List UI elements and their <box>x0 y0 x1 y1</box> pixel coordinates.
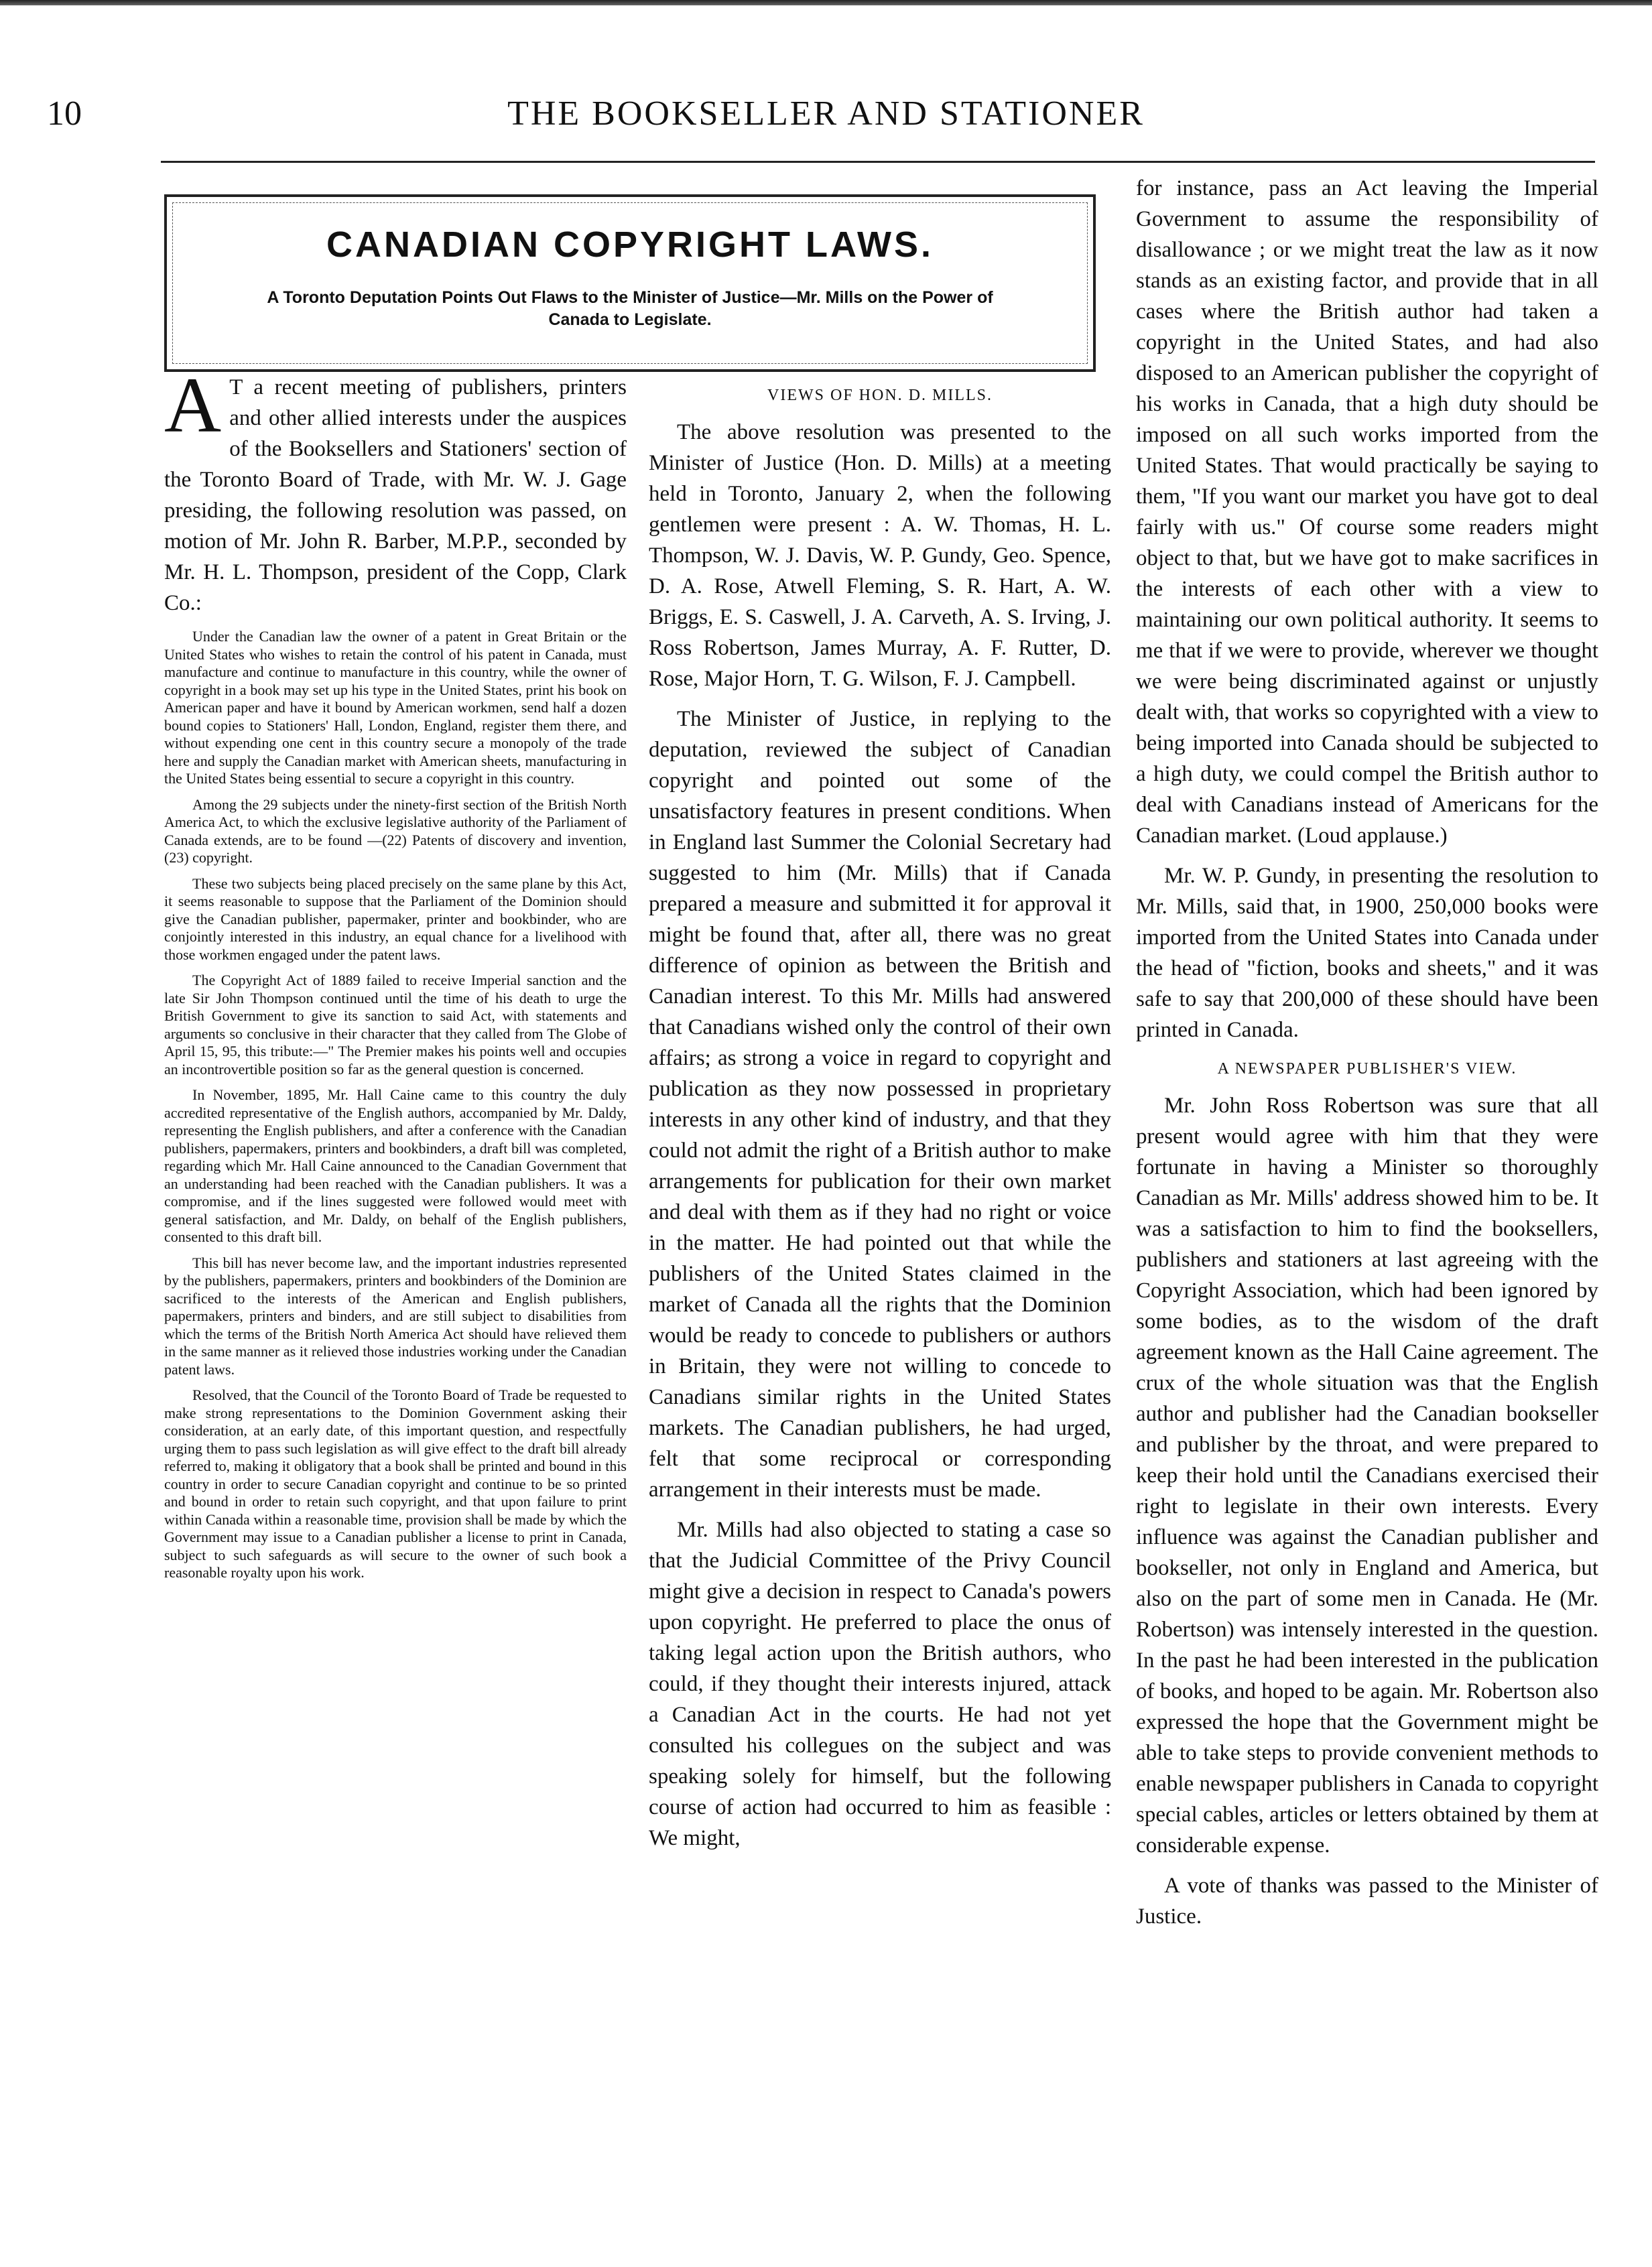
body-paragraph: for instance, pass an Act leaving the Imperial Government to assume the responsibility of disallowance ; or we might treat the law as it now stands as an existing factor, and provide that in all cases where the British author had taken a copyright in the United States, and had also disposed to an American publisher the copyright of his works in Canada, that a high duty should be imposed on all such works imported from the United States. That would practically be saying to them, "If you want our market you have got to deal fairly with us." Of course some readers might object to that, but we have got to make sacrifices in the interests of each other with a view to maintaining our own political authority. It seems to me that if we were to provide, wherever we thought we were being discriminated against or unjustly dealt with, that works so copyrighted with a view to being imported into Canada should be subjected to a high duty, we could compel the British author to deal with Canadians instead of Americans for the Canadian market. (Loud applause.) <box>1136 176 1598 848</box>
body-paragraph: Mr. Mills had also objected to stating a case so that the Judicial Committee of the Privy Council might give a decision in respect to Canada's powers upon copyright. He preferred to place the onus of taking legal action upon the British authors, who could, if they thought their interests injured, attack a Canadian Act in the courts. He had not yet consulted his collegues on the subject and was speaking solely for himself, but the following course of action had occurred to him as feasible : We might, <box>649 1518 1111 1850</box>
intro-text: T a recent meeting of publishers, printers and other allied interests under the auspices of the Booksellers and Stationers' section of the Toronto Board of Trade, with Mr. W. J. Gage presiding, the following resolution was passed, on motion of Mr. John R. Barber, M.P.P., seconded by Mr. H. L. Thompson, president of the Copp, Clark Co.: <box>164 375 627 615</box>
page-top-rule <box>0 0 1652 5</box>
page-number: 10 <box>47 94 82 133</box>
resolution-paragraph: In November, 1895, Mr. Hall Caine came to this country the duly accredited representative of the English authors, accompanied by Mr. Daldy, representing the English publishers, and after a conference with the Canadian publishers, papermakers, printers and bookbinders, a draft bill was completed, regarding which Mr. Hall Caine announced to the Canadian Government that an understanding had been reached with the Canadian publishers. It was a compromise, and if the lines suggested were followed would meet with general satisfaction, and Mr. Daldy, on behalf of the English publishers, consented to this draft bill. <box>164 1086 627 1245</box>
intro-paragraph <box>164 372 627 619</box>
header-rule <box>161 161 1595 163</box>
resolution-paragraph: Under the Canadian law the owner of a patent in Great Britain or the United States who wishes to retain the control of his patent in Canada, must manufacture and continue to manufacture in this country, while the owner of copyright in a book may set up his type in the United States, print his book on American paper and have it bound by American workmen, send half a dozen bound copies to Stationers' Hall, London, England, register them there, and without expending one cent in this country secure a monopoly of the trade here and supply the Canadian market with American sheets, manufacturing in the United States being essential to secure a copyright in this country. <box>164 628 627 787</box>
resolution-paragraph: The Copyright Act of 1889 failed to receive Imperial sanction and the late Sir John Thompson continued until the time of his death to urge the British Government to give its sanction to said Act, with statements and arguments so conclusive in their character that they called from The Globe of April 15, 95, this tribute:—" The Premier makes his points well and occupies an incontrovertible position so far as the general question is concerned. <box>164 972 627 1078</box>
headline-box-inner-border <box>172 202 1088 364</box>
body-paragraph: The Minister of Justice, in replying to the deputation, reviewed the subject of Canadian copyright and pointed out some of the unsatisfactory features in present conditions. When in England last Summer the Colonial Secretary had suggested to him (Mr. Mills) that if Canada prepared a measure and submitted it for approval it might be found that, after all, there was no great difference of opinion as between the British and Canadian interest. To this Mr. Mills had answered that Canadians wished only the control of their own affairs; as strong a voice in regard to copyright and publication as they now possessed in proprietary interests in any other kind of industry, and that they could not admit the right of a British author to make arrangements for publication for their own market and deal with them as if they had no right or voice in the matter. He had pointed out that while the publishers of the United States claimed in the market of Canada all the rights that the Dominion would be ready to concede to publishers or authors in Britain, they were not willing to concede to Canadians similar rights in the United States markets. The Canadian publishers, he had urged, felt that some reciprocal or corresponding arrangement in their interests must be made. <box>649 707 1111 1502</box>
resolution-paragraph: Resolved, that the Council of the Toronto Board of Trade be requested to make strong representations to the Dominion Government asking their consideration, at an early date, of this important question, and respectfully urging them to pass such legislation as will give effect to the draft bill already referred to, making it obligatory that a book shall be printed and bound in this country in order to secure Canadian copyright and continue to be so printed and bound in order to retain such copyright, and that upon failure to print within Canada within a reasonable time, provision shall be made by which the Government may issue to a Canadian publisher a license to print in Canada, subject to such safeguards as will secure to the owner of such book a reasonable royalty upon his work. <box>164 1386 627 1581</box>
resolution-paragraph: Among the 29 subjects under the ninety-first section of the British North America Act, to which the exclusive legislative authority of the Parliament of Canada extends, are to be found —(22) Patents of discovery and invention, (23) copyright. <box>164 795 627 866</box>
drop-cap: A <box>164 372 222 449</box>
headline-box <box>164 194 1096 372</box>
article-title: CANADIAN COPYRIGHT LAWS. <box>326 224 934 265</box>
body-paragraph: The above resolution was presented to the Minister of Justice (Hon. D. Mills) at a meeting held in Toronto, January 2, when the following gentlemen were present : A. W. Thomas, H. L. Thompson, W. J. Davis, W. P. Gundy, Geo. Spence, D. A. Rose, Atwell Fleming, S. R. Hart, A. W. Briggs, E. S. Caswell, J. A. Carveth, A. S. Irving, J. Ross Robertson, James Murray, A. F. Rutter, D. Rose, Major Horn, T. G. Wilson, F. J. Campbell. <box>649 420 1111 691</box>
column-2 <box>649 372 1111 2221</box>
column-1 <box>164 372 627 2221</box>
column-3 <box>1136 173 1598 2217</box>
body-paragraph: Mr. John Ross Robertson was sure that all present would agree with him that they were fortunate in having a Minister so thoroughly Canadian as Mr. Mills' address showed him to be. It was a satisfaction to him to find the booksellers, publishers and stationers at last agreeing with the Copyright Association, which had been ignored by some bodies, as to the wisdom of the draft agreement known as the Hall Caine agreement. The crux of the whole situation was that the English author and publisher had the Canadian bookseller and publisher by the throat, and were prepared to keep their hold until the Canadians exercised their right to legislate in their own interests. Every influence was against the Canadian publisher and bookseller, not only in England and America, but also on the part of some men in Canada. He (Mr. Robertson) was intensely interested in the question. In the past he had been interested in the publication of books, and hoped to be again. Mr. Robertson also expressed the hope that the Government might be able to take steps to provide convenient methods to enable newspaper publishers in Canada to copyright special cables, articles or letters obtained by them at considerable expense. <box>1136 1094 1598 1858</box>
body-paragraph: A vote of thanks was passed to the Minister of Justice. <box>1136 1874 1598 1929</box>
article-subtitle: A Toronto Deputation Points Out Flaws to the Minister of Justice—Mr. Mills on the Power of Canada to Legislate. <box>267 288 993 329</box>
resolution-paragraph: This bill has never become law, and the important industries represented by the publishers, papermakers, printers and bookbinders of the Dominion are sacrificed to the interests of the American and English publishers, papermakers, printers and binders, and are still subject to disabilities from which the terms of the British North America Act should have relieved them in the same manner as it relieved those industries working under the Canadian patent laws. <box>164 1254 627 1378</box>
section-heading-mills: VIEWS OF HON. D. MILLS. <box>767 387 993 404</box>
resolution-paragraph: These two subjects being placed precisely on the same plane by this Act, it seems reasonable to suppose that the Parliament of the Dominion should give the Canadian publisher, papermaker, printer and bookbinder, who are conjointly interested in this industry, an equal chance for a livelihood with those workmen engaged under the patent laws. <box>164 875 627 963</box>
body-paragraph: Mr. W. P. Gundy, in presenting the resolution to Mr. Mills, said that, in 1900, 250,000 books were imported from the United States into Canada under the head of "fiction, books and sheets," and it was safe to say that 200,000 of these should have been printed in Canada. <box>1136 864 1598 1042</box>
section-heading-newspaper: A NEWSPAPER PUBLISHER'S VIEW. <box>1217 1060 1517 1078</box>
publication-title: THE BOOKSELLER AND STATIONER <box>507 94 1145 133</box>
